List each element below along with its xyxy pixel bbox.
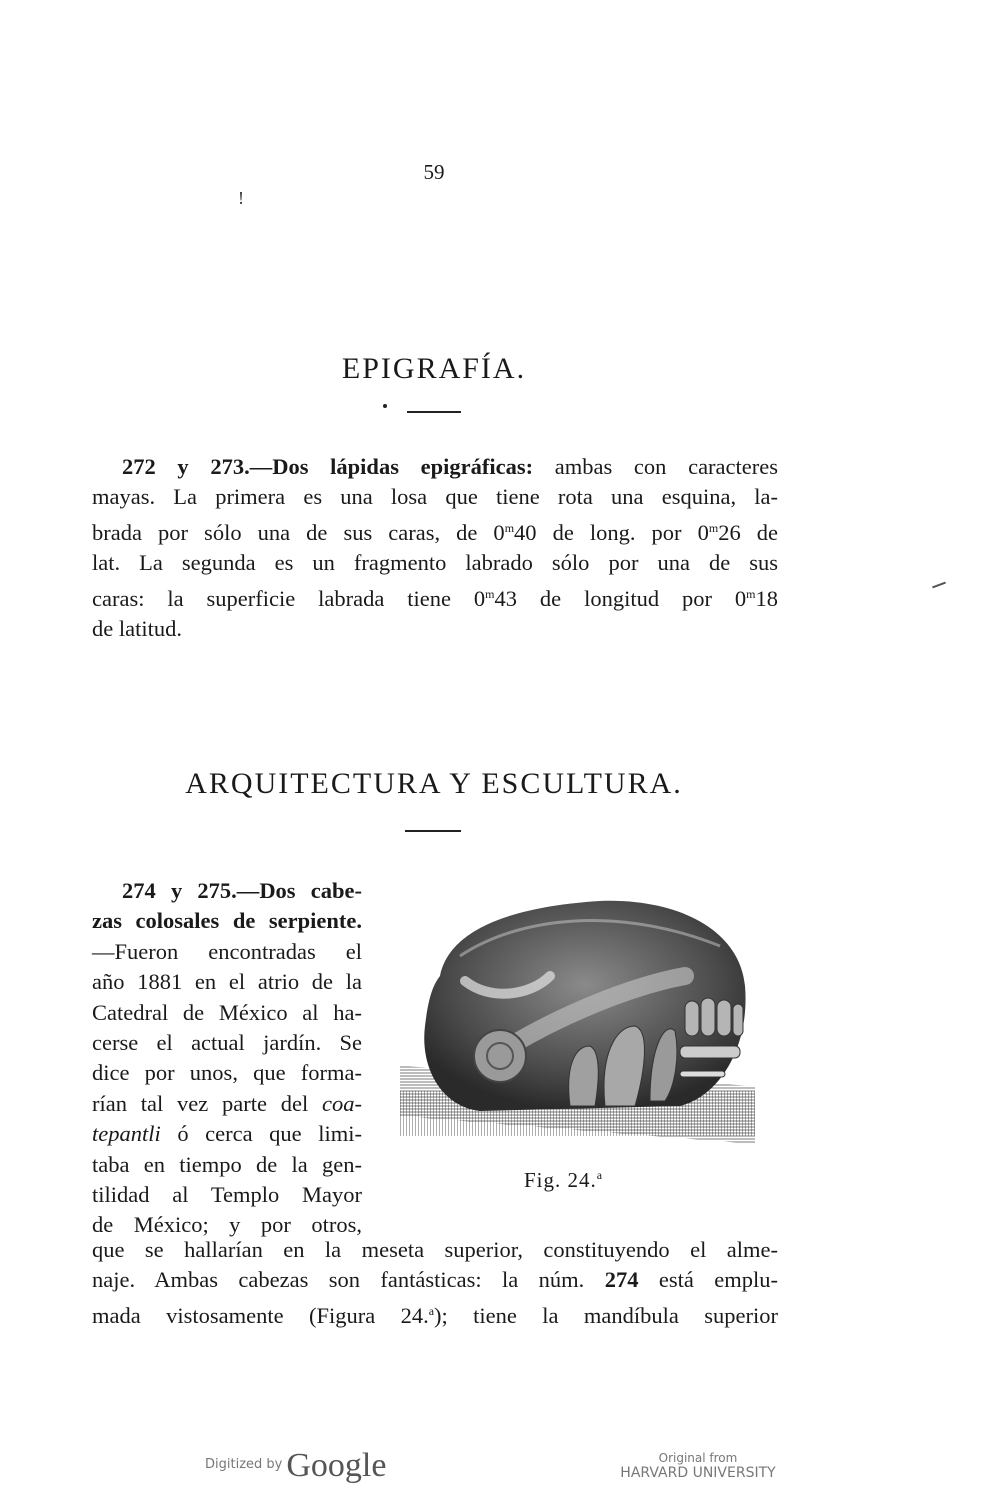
text: naje. Ambas cabezas son fantásticas: la núm. xyxy=(92,1267,605,1293)
lip-ridge xyxy=(680,1046,740,1058)
original-from-label: Original from xyxy=(658,1451,738,1465)
section-heading-arquitectura: ARQUITECTURA Y ESCULTURA. xyxy=(185,767,683,800)
text: ); tiene la mandíbula superior xyxy=(434,1302,778,1328)
entry-line: taba en tiempo de la gen- xyxy=(92,1151,362,1177)
stray-mark: ! xyxy=(238,188,244,208)
entry-line: dice por unos, que forma- xyxy=(92,1060,362,1086)
serpent-head-engraving xyxy=(400,886,755,1144)
entry-line: de México; y por otros, xyxy=(92,1212,362,1238)
unit-superscript: m xyxy=(708,520,719,535)
text: rían tal vez parte del xyxy=(92,1090,323,1116)
entry-line: Catedral de México al ha- xyxy=(92,999,362,1025)
entry-line xyxy=(92,1119,362,1149)
scroll-eye xyxy=(474,1030,526,1082)
text: ó cerca que limi- xyxy=(160,1121,362,1147)
digitized-by-google xyxy=(205,1447,386,1485)
original-from xyxy=(618,1451,778,1481)
caption-superscript: a xyxy=(596,1168,604,1182)
entry-line: tilidad al Templo Mayor xyxy=(92,1182,362,1208)
entry-line: lat. La segunda es un fragmento labrado sólo por una de sus xyxy=(92,550,778,576)
entry-line: cerse el actual jardín. Se xyxy=(92,1030,362,1056)
text: 18 xyxy=(755,585,778,611)
italic-term: coa- xyxy=(322,1090,362,1116)
entry-number: 272 y 273.— xyxy=(122,454,273,479)
section-heading-epigrafia: EPIGRAFÍA. xyxy=(341,352,527,385)
text: ambas con caracteres xyxy=(533,454,778,479)
unit-superscript: m xyxy=(485,586,495,601)
figure-serpent-head xyxy=(400,886,755,1144)
entry-274-275 xyxy=(92,876,362,1241)
entry-title: zas colosales de serpiente. xyxy=(92,908,362,934)
unit-superscript: m xyxy=(504,520,515,535)
text: 40 de long. por 0 xyxy=(514,519,709,545)
institution-name: HARVARD UNIVERSITY xyxy=(620,1465,776,1481)
entry-line xyxy=(92,452,778,482)
entry-number: 274 y 275.— xyxy=(122,878,260,903)
entry-line: año 1881 en el atrio de la xyxy=(92,969,362,995)
text: 43 de longitud por 0 xyxy=(494,585,747,611)
entry-line xyxy=(92,876,362,906)
text: 26 de xyxy=(718,519,778,545)
unit-superscript: m xyxy=(746,586,756,601)
entry-274-275-continued xyxy=(92,1235,778,1331)
entry-title: Dos lápidas epigráficas: xyxy=(272,454,534,479)
entry-title: Dos cabe- xyxy=(259,878,363,903)
italic-term: tepantli xyxy=(92,1121,161,1147)
digitized-label: Digitized by xyxy=(205,1457,283,1472)
section-rule xyxy=(407,411,461,413)
entry-line xyxy=(92,1296,778,1331)
figure-ref-superscript: a xyxy=(428,1303,435,1318)
entry-272-273 xyxy=(92,452,778,644)
entry-ref-number: 274 xyxy=(604,1267,639,1293)
entry-line: —Fueron encontradas el xyxy=(92,938,362,964)
google-logo: Google xyxy=(286,1447,387,1484)
figure-caption xyxy=(524,1168,603,1193)
entry-line xyxy=(92,1089,362,1119)
entry-line: mayas. La primera es una losa que tiene rota una esquina, la- xyxy=(92,484,778,510)
section-rule xyxy=(405,830,461,832)
entry-line xyxy=(92,513,778,548)
page-number: 59 xyxy=(423,160,445,184)
text: caras: la superficie labrada tiene 0 xyxy=(92,585,486,611)
entry-line: de latitud. xyxy=(92,616,182,642)
entry-line xyxy=(92,1265,778,1295)
entry-line xyxy=(92,579,778,614)
text: está emplu- xyxy=(638,1267,778,1293)
text: brada por sólo una de sus caras, de 0 xyxy=(92,519,505,545)
margin-mark xyxy=(932,582,946,589)
ornament-dot xyxy=(383,404,387,408)
text: mada vistosamente (Figura 24. xyxy=(92,1302,429,1328)
caption-text: Fig. 24. xyxy=(524,1168,597,1192)
entry-line xyxy=(92,906,362,936)
lip-ridge xyxy=(680,1071,725,1077)
entry-line: que se hallarían en la meseta superior, constituyendo el alme- xyxy=(92,1237,778,1262)
